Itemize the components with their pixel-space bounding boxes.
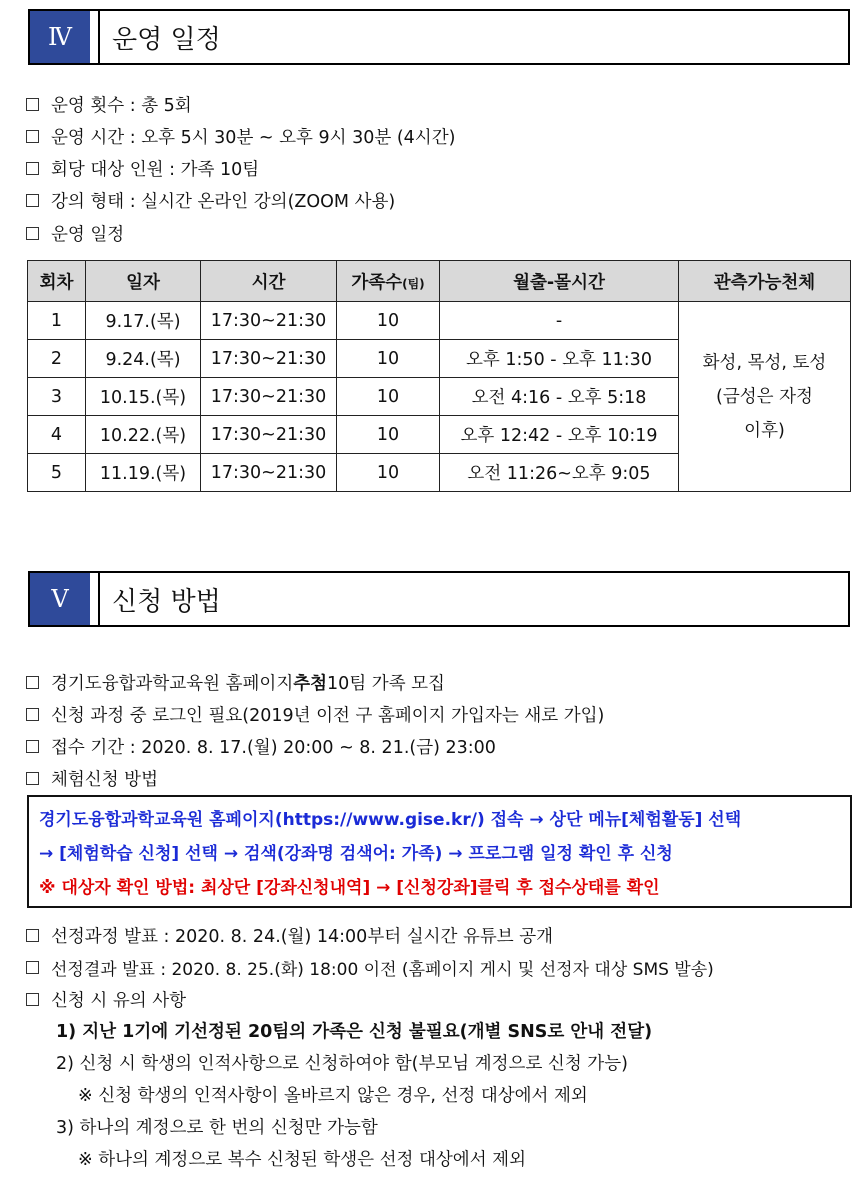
list-item: 신청 시 유의 사항 xyxy=(26,987,186,1012)
notice-line: ※ 대상자 확인 방법: 최상단 [강좌신청내역] → [신청강좌]클릭 후 접수상태를 확인 xyxy=(39,878,660,898)
cell-date: 10.15.(목) xyxy=(86,378,201,416)
notice-line: 경기도융합과학교육원 홈페이지(https://www.gise.kr/) 접속 → 상단 메뉴[체험활동] 선택 xyxy=(39,810,742,830)
checkbox-icon xyxy=(26,961,39,974)
schedule-table xyxy=(27,260,851,492)
table-row xyxy=(28,302,851,340)
checkbox-icon xyxy=(26,772,39,785)
section-5-number: V xyxy=(30,573,90,625)
note-item: 1) 지난 1기에 기선정된 20팀의 가족은 신청 불필요(개별 SNS로 안내 전달) xyxy=(56,1022,653,1042)
checkbox-icon xyxy=(26,676,39,689)
cell-moon: - xyxy=(440,302,679,340)
section-4-header xyxy=(28,9,850,65)
cell-time: 17:30~21:30 xyxy=(201,302,337,340)
cell-round: 4 xyxy=(28,416,86,454)
cell-families: 10 xyxy=(337,454,440,492)
cell-round: 1 xyxy=(28,302,86,340)
checkbox-icon xyxy=(26,194,39,207)
cell-round: 3 xyxy=(28,378,86,416)
cell-objects: 화성, 목성, 토성 (금성은 자정 이후) xyxy=(679,302,851,492)
cell-families: 10 xyxy=(337,302,440,340)
cell-date: 11.19.(목) xyxy=(86,454,201,492)
list-item: 선정과정 발표 : 2020. 8. 24.(월) 14:00부터 실시간 유튜브 공개 xyxy=(26,923,553,948)
cell-round: 2 xyxy=(28,340,86,378)
list-item: 선정결과 발표 : 2020. 8. 25.(화) 18:00 이전 (홈페이지 게시 및 선정자 대상 SMS 발송) xyxy=(26,955,714,980)
header-round: 회차 xyxy=(28,261,86,302)
cell-moon: 오전 11:26~오후 9:05 xyxy=(440,454,679,492)
cell-families: 10 xyxy=(337,416,440,454)
checkbox-icon xyxy=(26,708,39,721)
checkbox-icon xyxy=(26,993,39,1006)
cell-date: 10.22.(목) xyxy=(86,416,201,454)
checkbox-icon xyxy=(26,130,39,143)
list-item: 운영 횟수 : 총 5회 xyxy=(26,92,192,117)
header-time: 시간 xyxy=(201,261,337,302)
application-steps-box xyxy=(27,795,852,908)
header-objects: 관측가능천체 xyxy=(679,261,851,302)
notice-line: → [체험학습 신청] 선택 → 검색(강좌명 검색어: 가족) → 프로그램 일정 확인 후 신청 xyxy=(39,844,673,864)
table-header-row xyxy=(28,261,851,302)
section-5-title: 신청 방법 xyxy=(98,573,848,625)
cell-date: 9.17.(목) xyxy=(86,302,201,340)
list-item: 접수 기간 : 2020. 8. 17.(월) 20:00 ~ 8. 21.(금) 23:00 xyxy=(26,734,496,759)
header-date: 일자 xyxy=(86,261,201,302)
cell-round: 5 xyxy=(28,454,86,492)
cell-time: 17:30~21:30 xyxy=(201,454,337,492)
cell-time: 17:30~21:30 xyxy=(201,416,337,454)
note-sub-item: ※ 하나의 계정으로 복수 신청된 학생은 선정 대상에서 제외 xyxy=(78,1150,526,1170)
note-item: 3) 하나의 계정으로 한 번의 신청만 가능함 xyxy=(56,1118,378,1138)
cell-time: 17:30~21:30 xyxy=(201,378,337,416)
cell-moon: 오후 12:42 - 오후 10:19 xyxy=(440,416,679,454)
section-4-number: Ⅳ xyxy=(30,11,90,63)
list-item: 경기도융합과학교육원 홈페이지 추첨 10팀 가족 모집 xyxy=(26,670,445,695)
cell-families: 10 xyxy=(337,378,440,416)
checkbox-icon xyxy=(26,98,39,111)
checkbox-icon xyxy=(26,740,39,753)
list-item: 회당 대상 인원 : 가족 10팀 xyxy=(26,156,259,181)
list-item: 강의 형태 : 실시간 온라인 강의(ZOOM 사용) xyxy=(26,188,395,213)
note-item: 2) 신청 시 학생의 인적사항으로 신청하여야 함(부모님 계정으로 신청 가능) xyxy=(56,1054,628,1074)
list-item: 운영 일정 xyxy=(26,221,124,246)
cell-date: 9.24.(목) xyxy=(86,340,201,378)
cell-moon: 오전 4:16 - 오후 5:18 xyxy=(440,378,679,416)
checkbox-icon xyxy=(26,929,39,942)
list-item: 체험신청 방법 xyxy=(26,766,158,791)
header-moon: 월출-몰시간 xyxy=(440,261,679,302)
section-5-header xyxy=(28,571,850,627)
list-item: 신청 과정 중 로그인 필요(2019년 이전 구 홈페이지 가입자는 새로 가입) xyxy=(26,702,604,727)
cell-moon: 오후 1:50 - 오후 11:30 xyxy=(440,340,679,378)
checkbox-icon xyxy=(26,227,39,240)
list-item: 운영 시간 : 오후 5시 30분 ~ 오후 9시 30분 (4시간) xyxy=(26,124,455,149)
note-sub-item: ※ 신청 학생의 인적사항이 올바르지 않은 경우, 선정 대상에서 제외 xyxy=(78,1086,588,1106)
section-4-title: 운영 일정 xyxy=(98,11,848,63)
cell-time: 17:30~21:30 xyxy=(201,340,337,378)
checkbox-icon xyxy=(26,162,39,175)
header-families: 가족수(팀) xyxy=(337,261,440,302)
cell-families: 10 xyxy=(337,340,440,378)
